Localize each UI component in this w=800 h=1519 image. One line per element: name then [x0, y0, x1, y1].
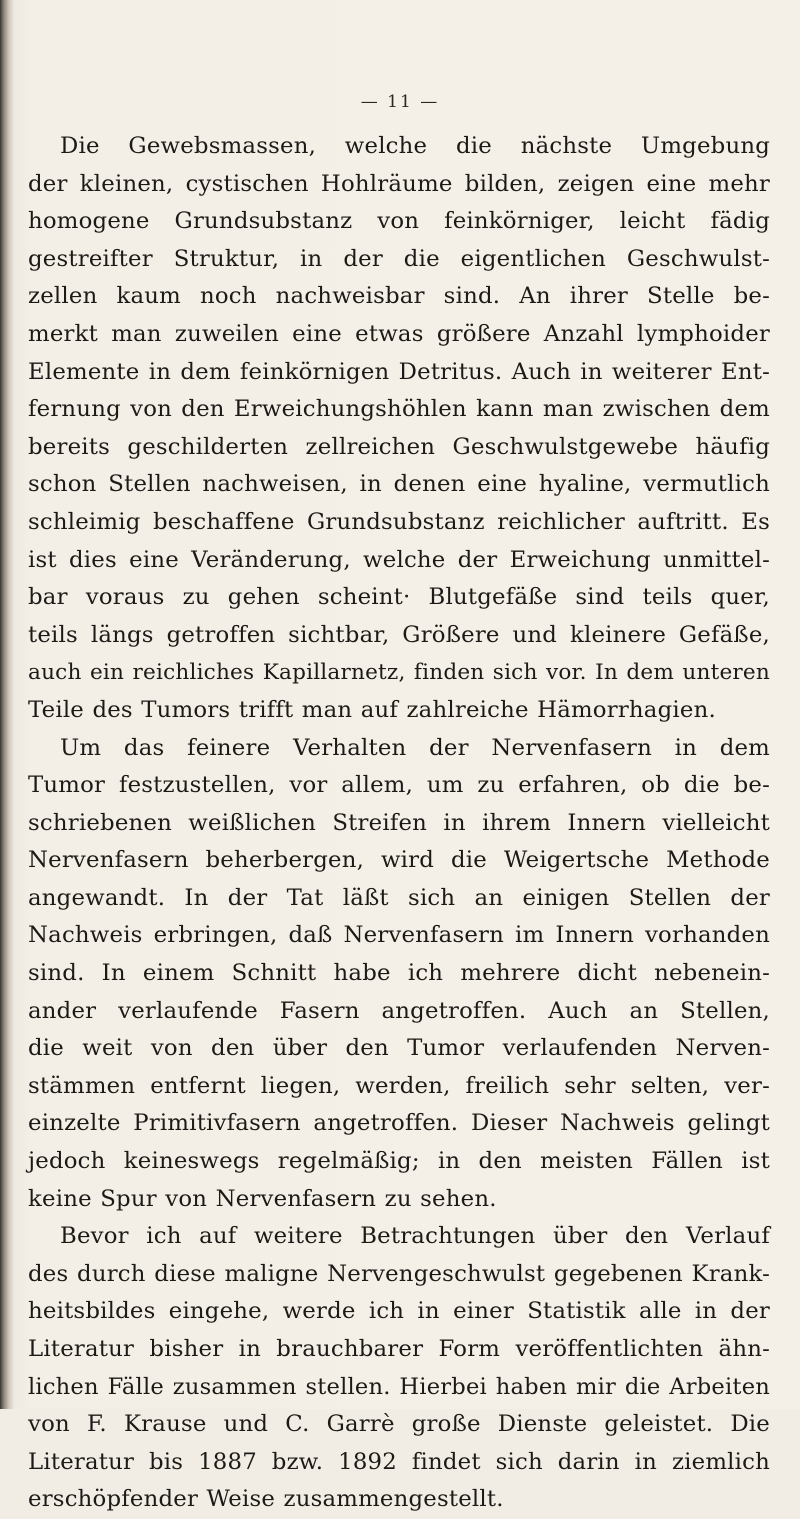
text-line: fernung von den Erweichungshöhlen kann man zwischen dem — [28, 396, 770, 423]
text-line: die weit von den über den Tumor verlaufenden Nerven- — [28, 1035, 770, 1062]
text-line: schleimig beschaffene Grundsubstanz reichlicher auftritt. Es — [28, 508, 770, 535]
text-line: auch ein reichliches Kapillarnetz, finden sich vor. In dem unteren — [28, 660, 770, 686]
text-line: homogene Grundsubstanz von feinkörniger, leicht fädig — [28, 208, 770, 235]
text-line: erschöpfender Weise zusammengestellt. — [28, 1486, 504, 1513]
binding-edge — [0, 0, 14, 1409]
text-line: Die Gewebsmassen, welche die nächste Umgebung — [60, 133, 770, 159]
text-line: von F. Krause und C. Garrè große Dienste geleistet. Die — [28, 1411, 770, 1438]
text-line: zellen kaum noch nachweisbar sind. An ihrer Stelle be- — [28, 283, 770, 310]
text-line: schon Stellen nachweisen, in denen eine hyaline, vermutlich — [28, 471, 770, 498]
text-line: heitsbildes eingehe, werde ich in einer Statistik alle in der — [28, 1298, 770, 1325]
text-line: sind. In einem Schnitt habe ich mehrere dicht nebenein- — [28, 960, 770, 987]
text-line: Bevor ich auf weitere Betrachtungen über den Verlauf — [60, 1223, 770, 1250]
paragraph-1 — [28, 128, 770, 730]
text-line: teils längs getroffen sichtbar, Größere und kleinere Gefäße, — [28, 621, 770, 648]
text-line: keine Spur von Nervenfasern zu sehen. — [28, 1185, 497, 1212]
text-line: merkt man zuweilen eine etwas größere Anzahl lymphoider — [28, 320, 770, 347]
text-line: bar voraus zu gehen scheint· Blutgefäße sind teils quer, — [28, 584, 770, 611]
paragraph-2 — [28, 730, 770, 1219]
text-line: schriebenen weißlichen Streifen in ihrem Innern vielleicht — [28, 809, 770, 836]
text-line: Tumor festzustellen, vor allem, um zu erfahren, ob die be- — [28, 772, 770, 799]
text-line: ist dies eine Veränderung, welche der Erweichung unmittel- — [28, 546, 770, 573]
text-line: Literatur bis 1887 bzw. 1892 findet sich darin in ziemlich — [28, 1448, 770, 1475]
text-line: stämmen entfernt liegen, werden, freilich sehr selten, ver- — [28, 1072, 770, 1099]
text-line: angewandt. In der Tat läßt sich an einigen Stellen der — [28, 884, 770, 911]
text-line: gestreifter Struktur, in der die eigentlichen Geschwulst- — [28, 245, 770, 272]
text-line: Elemente in dem feinkörnigen Detritus. Auch in weiterer Ent- — [28, 358, 770, 385]
text-line: Nervenfasern beherbergen, wird die Weigertsche Methode — [28, 847, 770, 874]
text-line: der kleinen, cystischen Hohlräume bilden, zeigen eine mehr — [28, 170, 770, 197]
text-line: einzelte Primitivfasern angetroffen. Dieser Nachweis gelingt — [28, 1110, 770, 1137]
page-number: — 11 — — [360, 92, 440, 112]
text-line: lichen Fälle zusammen stellen. Hierbei haben mir die Arbeiten — [28, 1373, 770, 1400]
text-line: Nachweis erbringen, daß Nervenfasern im Innern vorhanden — [28, 922, 770, 949]
text-line: des durch diese maligne Nervengeschwulst gegebenen Krank- — [28, 1260, 770, 1287]
text-line: jedoch keineswegs regelmäßig; in den meisten Fällen ist — [28, 1148, 770, 1175]
body-text — [28, 128, 770, 1519]
paragraph-3 — [28, 1218, 770, 1519]
text-line: Teile des Tumors trifft man auf zahlreiche Hämorrhagien. — [28, 696, 716, 723]
text-line: Literatur bisher in brauchbarer Form veröffentlichten ähn- — [28, 1336, 770, 1362]
text-line: ander verlaufende Fasern angetroffen. Auch an Stellen, — [28, 997, 770, 1024]
text-line: bereits geschilderten zellreichen Geschwulstgewebe häufig — [28, 433, 770, 460]
text-line: Um das feinere Verhalten der Nervenfasern in dem — [60, 734, 770, 761]
